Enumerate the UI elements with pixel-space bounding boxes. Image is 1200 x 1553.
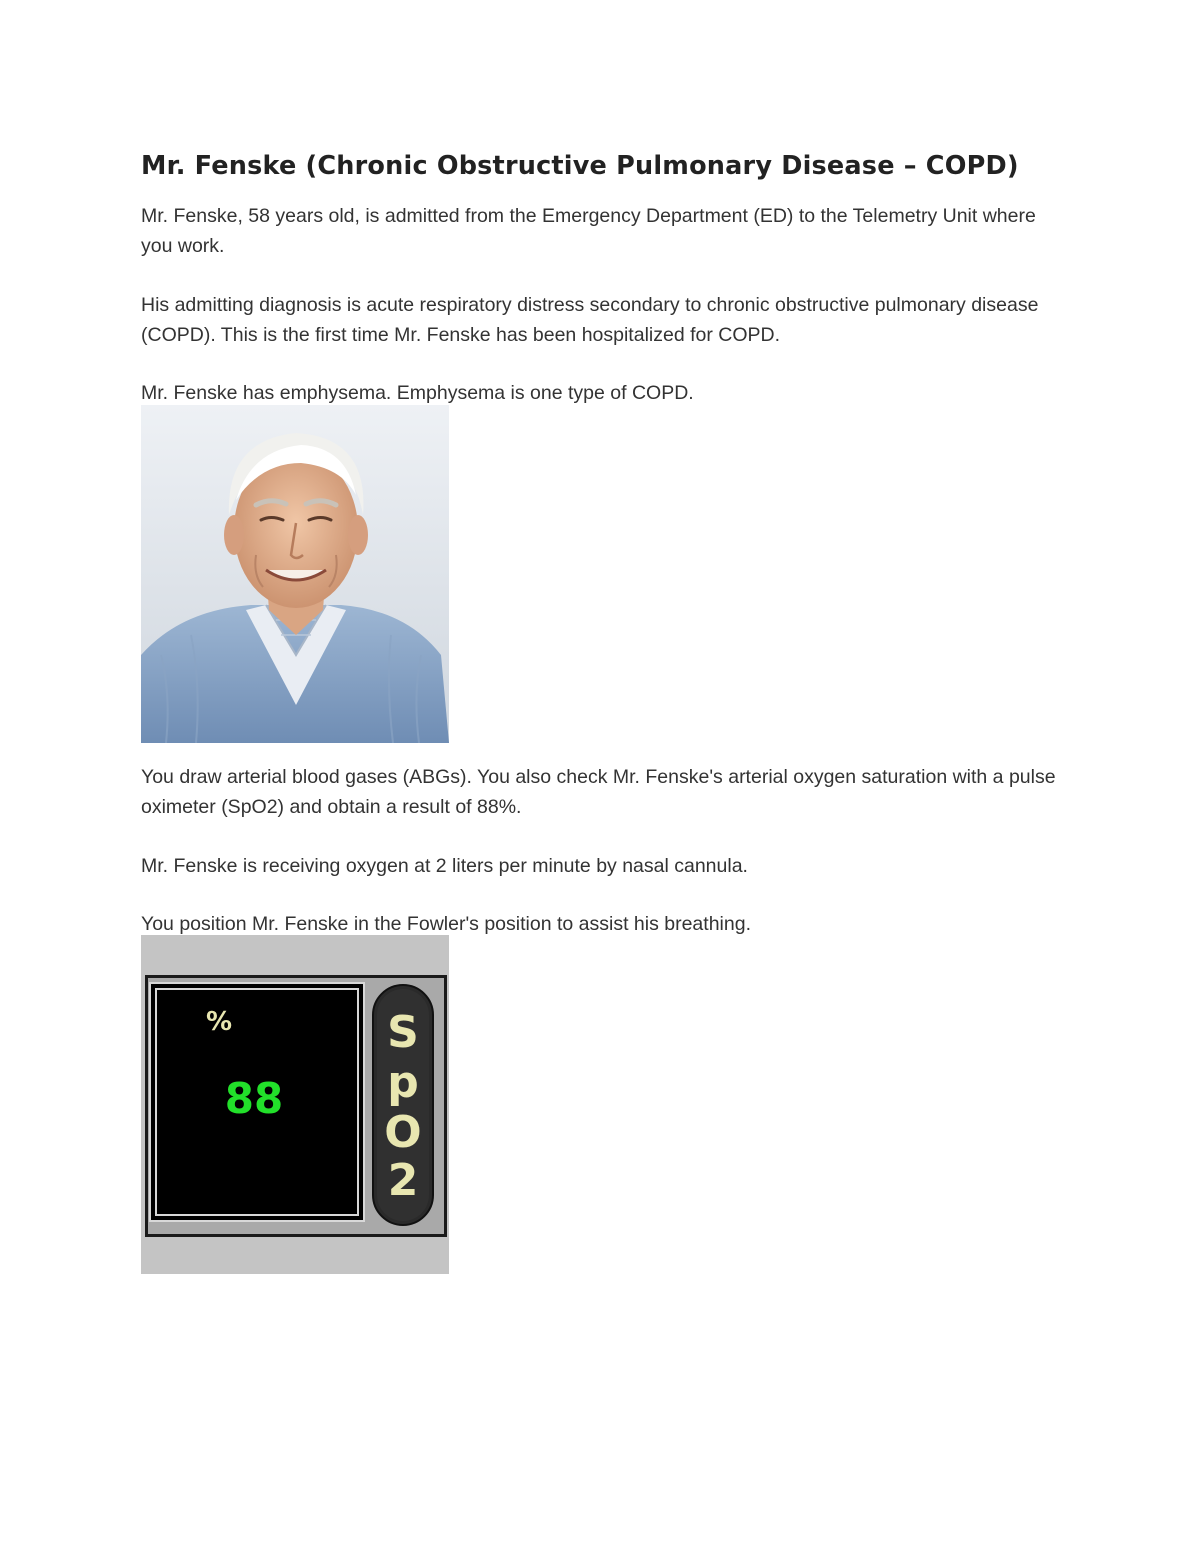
spo2-value: 88 [224,1074,284,1123]
spo2-label-char-p: p [387,1057,419,1108]
spo2-label-char-2: 2 [387,1155,419,1206]
paragraph-emphysema: Mr. Fenske has emphysema. Emphysema is one type of COPD. [141,382,694,404]
spo2-unit-label: % [205,1007,233,1037]
paragraph-abg-spo2: You draw arterial blood gases (ABGs). You also check Mr. Fenske's arterial oxygen saturation with a pulse oximeter (SpO2) and obtain a result of 88%. [141,766,1056,818]
paragraph-oxygen: Mr. Fenske is receiving oxygen at 2 liters per minute by nasal cannula. [141,855,748,877]
paragraph-diagnosis: His admitting diagnosis is acute respiratory distress secondary to chronic obstructive pulmonary disease (COPD). This is the first time Mr. Fenske has been hospitalized for COPD. [141,294,1039,346]
patient-photo [141,405,449,743]
spo2-label-char-s: S [387,1007,419,1058]
spo2-monitor-image [141,935,449,1274]
paragraph-fowlers: You position Mr. Fenske in the Fowler's position to assist his breathing. [141,913,751,935]
paragraph-admission: Mr. Fenske, 58 years old, is admitted from the Emergency Department (ED) to the Telemetry Unit where you work. [141,205,1036,257]
document-title: Mr. Fenske (Chronic Obstructive Pulmonary Disease – COPD) [141,151,1019,181]
spo2-label-char-o: O [384,1107,422,1158]
